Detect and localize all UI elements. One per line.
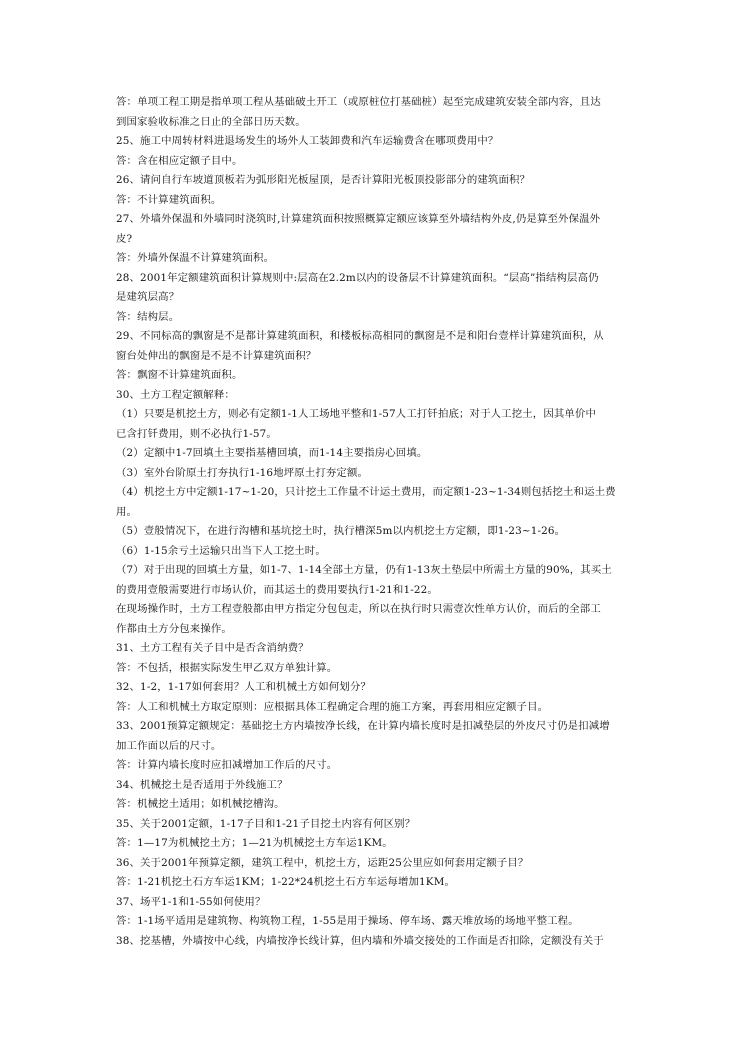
text-line: 答：人工和机械土方取定原则：应根据具体工程确定合理的施工方案，再套用相应定额子目。: [116, 700, 549, 713]
text-line: 答：1—17为机械挖土方；1—21为机械挖土方车运1KM。: [116, 837, 393, 849]
text-line: 的费用壹般需要进行市场认价，而其运土的费用要执行1-21和1-22。: [116, 583, 438, 596]
text-line: 作都由土方分包来操作。: [116, 622, 232, 635]
text-line: 35、关于2001定额，1-17子目和1-21子目挖土内容有何区别？: [116, 817, 416, 830]
text-line: 29、不同标高的飘窗是不是都计算建筑面积，和楼板标高相同的飘窗是不是和阳台壹样计算建筑面积，从: [116, 330, 604, 342]
text-line: 加工作面以后的尺寸。: [116, 739, 222, 752]
text-line: （2）定额中1-7回填土主要指基槽回填，而1-14主要指房心回填。: [116, 447, 428, 459]
text-line: 已含打钎费用，则不必执行1-57。: [116, 427, 277, 440]
text-line: （7）对于出现的回填土方量，如1-7、1-14全部土方量，仍有1-13灰土垫层中所需土方量的90%，其买土: [116, 564, 612, 576]
text-line: 到国家验收标准之日止的全部日历天数。: [116, 115, 306, 128]
text-line: 答：机械挖土适用；如机械挖槽沟。: [116, 798, 285, 810]
text-line: 32、1-2，1-17如何套用？人工和机械土方如何划分？: [116, 681, 371, 693]
text-line: （3）室外台阶原土打夯执行1-16地坪原土打夯定额。: [116, 466, 369, 479]
text-line: 38、挖基槽，外墙按中心线，内墙按净长线计算，但内墙和外墙交接处的工作面是否扣除，定额没有关于: [116, 934, 604, 947]
document-body: [116, 93, 632, 951]
text-line: 26、请问自行车坡道顶板若为弧形阳光板屋顶，是否计算阳光板顶投影部分的建筑面积？: [116, 174, 531, 186]
text-line: （5）壹般情况下，在进行沟槽和基坑挖土时，执行槽深5m以内机挖土方定额，即1-23~1-26。: [116, 525, 566, 537]
text-line: 31、土方工程有关子目中是否含消纳费？: [116, 642, 309, 654]
text-line: 33、2001预算定额规定：基础挖土方内墙按净长线，在计算内墙长度时是扣减垫层的外皮尺寸仍是扣减增: [116, 720, 610, 732]
text-line: 25、施工中周转材料进退场发生的场外人工装卸费和汽车运输费含在哪项费用中？: [116, 135, 499, 147]
text-line: 答：1-1场平适用是建筑物、构筑物工程，1-55是用于操场、停车场、露天堆放场的场地平整工程。: [116, 915, 579, 927]
text-line: 答：外墙外保温不计算建筑面积。: [116, 252, 275, 264]
text-line: 在现场操作时，土方工程壹般都由甲方指定分包包走，所以在执行时只需壹次性单方认价，而后的全部工: [116, 603, 601, 615]
text-line: 30、土方工程定额解释：: [116, 388, 235, 401]
text-line: 36、关于2001年预算定额，建筑工程中，机挖土方，运距25公里应如何套用定额子目？: [116, 856, 529, 869]
text-line: 答：1-21机挖土石方车运1KM；1-22*24机挖土石方车运每增加1KM。: [116, 876, 456, 888]
text-line: （6）1-15余亏土运输只出当下人工挖土时。: [116, 544, 326, 557]
text-line: （1）只要是机挖土方，则必有定额1-1人工场地平整和1-57人工打钎拍底；对于人工挖土，因其单价中: [116, 408, 597, 420]
text-line: 皮?: [116, 232, 133, 245]
text-line: 答：不计算建筑面积。: [116, 193, 222, 206]
text-line: 答：不包括，根据实际发生甲乙双方单独计算。: [116, 661, 338, 674]
text-line: 是建筑层高？: [116, 291, 180, 303]
text-line: 窗台处伸出的飘窗是不是不计算建筑面积？: [116, 349, 317, 362]
text-line: 答：计算内墙长度时应扣减增加工作后的尺寸。: [116, 759, 338, 771]
text-line: 34、机械挖土是否适用于外线施工？: [116, 778, 288, 791]
text-line: 答：单项工程工期是指单项工程从基础破土开工（或原桩位打基础桩）起至完成建筑安装全部内容，且达: [116, 96, 601, 108]
text-line: （4）机挖土方中定额1-17~1-20，只计挖土工作量不计运土费用，而定额1-23~1-34则包括挖土和运土费: [116, 486, 616, 498]
text-line: 答：飘窗不计算建筑面积。: [116, 369, 243, 381]
text-line: 27、外墙外保温和外墙同时浇筑时,计算建筑面积按照概算定额应该算至外墙结构外皮,仍是算至外保温外: [116, 213, 601, 225]
text-line: 37、场平1-1和1-55如何使用？: [116, 895, 266, 908]
text-line: 28、2001年定额建筑面积计算规则中:层高在2.2m以内的设备层不计算建筑面积。“层高”指结构层高仍: [116, 271, 599, 284]
text-line: 答：含在相应定额子目中。: [116, 154, 243, 167]
text-line: 用。: [116, 505, 138, 518]
text-line: 答：结构层。: [116, 310, 180, 323]
